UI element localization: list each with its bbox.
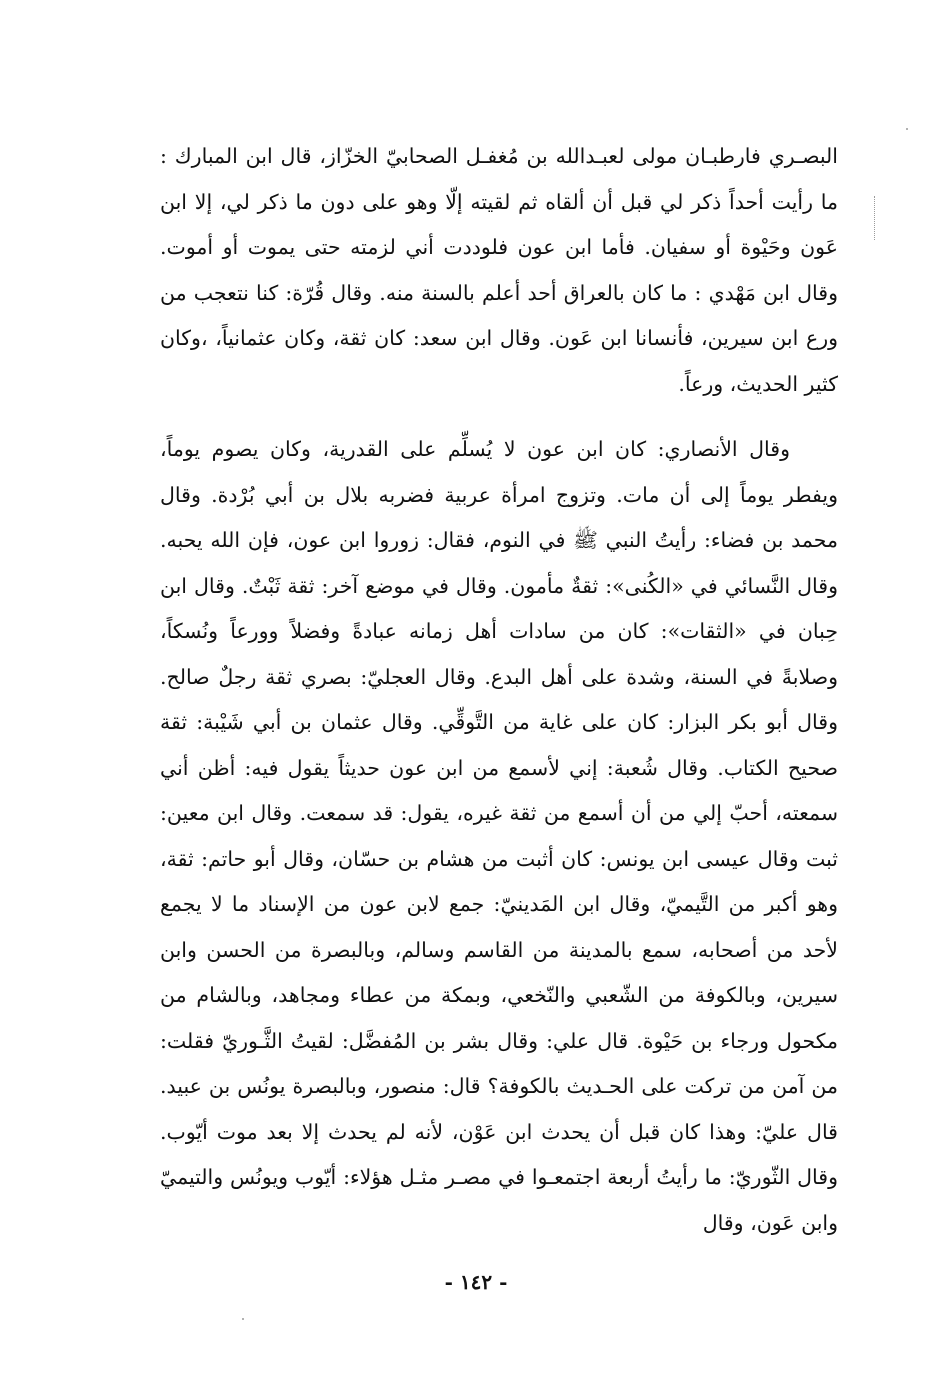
body-text [160,134,838,1246]
paragraph-1: البصـري فارطبـان مولى لعبـدالله بن مُغفـل الصحابيّ الخزّاز، قال ابن المبارك : ما رأيت أحداً ذكر لي قبل أن ألقاه ثم لقيته إلّا وهو على دون ما ذكر لي، إلا ابن عَون وحَيْوة أو سفيان. فأما ابن عون فلوددت أني لزمته حتى يموت أو أموت. وقال ابن مَهْدي : ما كان بالعراق أحد أعلم بالسنة منه. وقال قُرّة: كنا نتعجب من ورع ابن سيرين، فأنسانا ابن عَون. وقال ابن سعد: كان ثقة، وكان عثمانياً، ،وكان كثير الحديث، ورعاً. [160,144,838,396]
page-number: - ١٤٢ - [444,1270,508,1294]
paragraph-2: وقال الأنصاري: كان ابن عون لا يُسلِّم على القدرية، وكان يصوم يوماً، ويفطر يوماً إلى أن مات. وتزوج امرأة عربية فضربه بلال بن أبي بُرْدة. وقال محمد بن فضاء: رأيتُ النبي ﷺ في النوم، فقال: زوروا ابن عون، فإن الله يحبه. وقال النَّسائي في «الكُنى»: ثقةٌ مأمون. وقال في موضع آخر: ثقة ثَبْتٌ. وقال ابن حِبان في «الثقات»: كان من سادات أهل زمانه عبادةً وفضلاً وورعاً ونُسكاً، وصلابةً في السنة، وشدة على أهل البدع. وقال العجليّ: بصري ثقة رجلٌ صالح. وقال أبو بكر البزار: كان على غاية من التَّوقِّي. وقال عثمان بن أبي شَيْبة: ثقة صحيح الكتاب. وقال شُعبة: إني لأسمع من ابن عون حديثاً يقول فيه: أظن أني سمعته، أحبّ إلي من أن أسمع من ثقة غيره، يقول: قد سمعت. وقال ابن معين: ثبت وقال عيسى ابن يونس: كان أثبت من هشام بن حسّان، وقال أبو حاتم: ثقة، وهو أكبر من التَّيميّ، وقال ابن المَدينيّ: جمع لابن عون من الإسناد ما لا يجمع لأحد من أصحابه، سمع بالمدينة من القاسم وسالم، وبالبصرة من الحسن وابن سيرين، وبالكوفة من الشّعبي والنّخعي، وبمكة من عطاء ومجاهد، وبالشام من مكحول ورجاء بن حَيْوة. قال علي: وقال بشر بن المُفضَّل: لقيتُ الثَّـوريّ فقلت: من آمن من تركت على الحـديث بالكوفة؟ قال: منصور، وبالبصرة يونُس بن عبيد. قال عليّ: وهذا كان قبل أن يحدث ابن عَوْن، لأنه لم يحدث إلا بعد موت أيّوب. وقال الثّوريّ: ما رأيتُ أربعة اجتمعـوا في مصـر مثـل هؤلاء: أيّوب ويونُس والتيميّ وابن عَون، وقال [160,437,838,1235]
scan-speck [906,128,908,130]
scan-speck [242,1318,244,1320]
margin-dots [874,196,879,240]
